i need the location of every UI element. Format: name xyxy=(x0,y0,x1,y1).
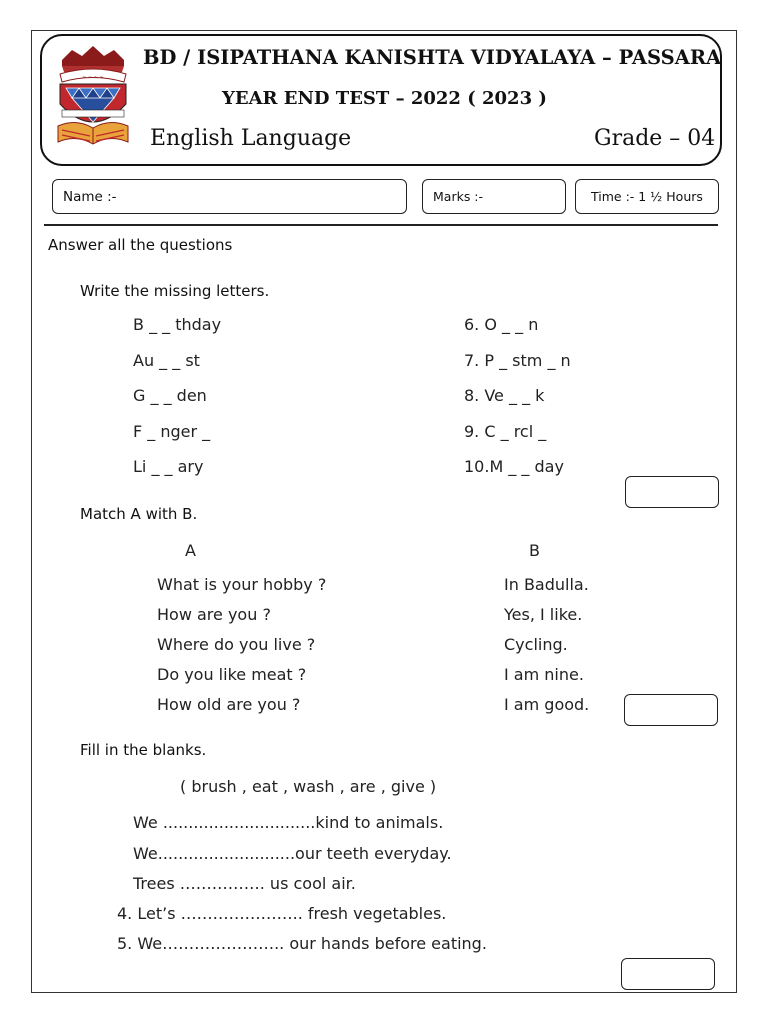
word-bank: ( brush , eat , wash , are , give ) xyxy=(180,777,437,796)
section2-score-box[interactable] xyxy=(624,694,718,726)
section1-heading: Write the missing letters. xyxy=(80,282,270,300)
missing-letters-item: 10.M _ _ day xyxy=(464,457,564,476)
section1-score-box[interactable] xyxy=(625,476,719,508)
school-name: BD / ISIPATHANA KANISHTA VIDYALAYA – PASSARA xyxy=(143,46,722,69)
missing-letters-item: 8. Ve _ _ k xyxy=(464,386,545,405)
fill-blank-item: We...........................our teeth everyday. xyxy=(133,844,452,863)
missing-letters-item: Li _ _ ary xyxy=(133,457,204,476)
time-field xyxy=(575,179,719,214)
section3-score-box[interactable] xyxy=(621,958,715,990)
match-b-item: I am nine. xyxy=(504,665,584,684)
name-field[interactable] xyxy=(52,179,407,214)
fill-blank-item: 4. Let’s ………………….. fresh vegetables. xyxy=(117,904,447,923)
missing-letters-item: 7. P _ stm _ n xyxy=(464,351,571,370)
section2-heading: Match A with B. xyxy=(80,505,198,523)
fill-blank-item: 5. We………………….. our hands before eating. xyxy=(117,934,487,953)
fill-blank-item: We ..............................kind to animals. xyxy=(133,813,444,832)
column-a-label: A xyxy=(185,541,196,560)
match-b-item: Yes, I like. xyxy=(504,605,583,624)
time-label: Time :- 1 ½ Hours xyxy=(591,189,703,204)
match-b-item: I am good. xyxy=(504,695,590,714)
instructions: Answer all the questions xyxy=(48,236,233,254)
svg-text:~ ~ ~ ~: ~ ~ ~ ~ xyxy=(82,75,104,81)
header-divider xyxy=(44,224,718,226)
column-b-label: B xyxy=(529,541,540,560)
match-a-item: How old are you ? xyxy=(157,695,301,714)
match-a-item: How are you ? xyxy=(157,605,271,624)
marks-label: Marks :- xyxy=(433,189,484,204)
name-label: Name :- xyxy=(63,188,117,205)
grade-label: Grade – 04 xyxy=(594,126,716,151)
missing-letters-item: 6. O _ _ n xyxy=(464,315,539,334)
match-b-item: Cycling. xyxy=(504,635,568,654)
missing-letters-item: F _ nger _ xyxy=(133,422,211,441)
marks-field[interactable] xyxy=(422,179,566,214)
fill-blank-item: Trees ……………. us cool air. xyxy=(133,874,356,893)
subject-title: English Language xyxy=(150,126,352,151)
missing-letters-item: B _ _ thday xyxy=(133,315,222,334)
section3-heading: Fill in the blanks. xyxy=(80,741,207,759)
test-title: YEAR END TEST – 2022 ( 2023 ) xyxy=(222,88,547,109)
missing-letters-item: 9. C _ rcl _ xyxy=(464,422,547,441)
match-b-item: In Badulla. xyxy=(504,575,589,594)
school-logo xyxy=(52,42,134,154)
missing-letters-item: Au _ _ st xyxy=(133,351,200,370)
match-a-item: Do you like meat ? xyxy=(157,665,307,684)
match-a-item: What is your hobby ? xyxy=(157,575,327,594)
missing-letters-item: G _ _ den xyxy=(133,386,207,405)
match-a-item: Where do you live ? xyxy=(157,635,316,654)
